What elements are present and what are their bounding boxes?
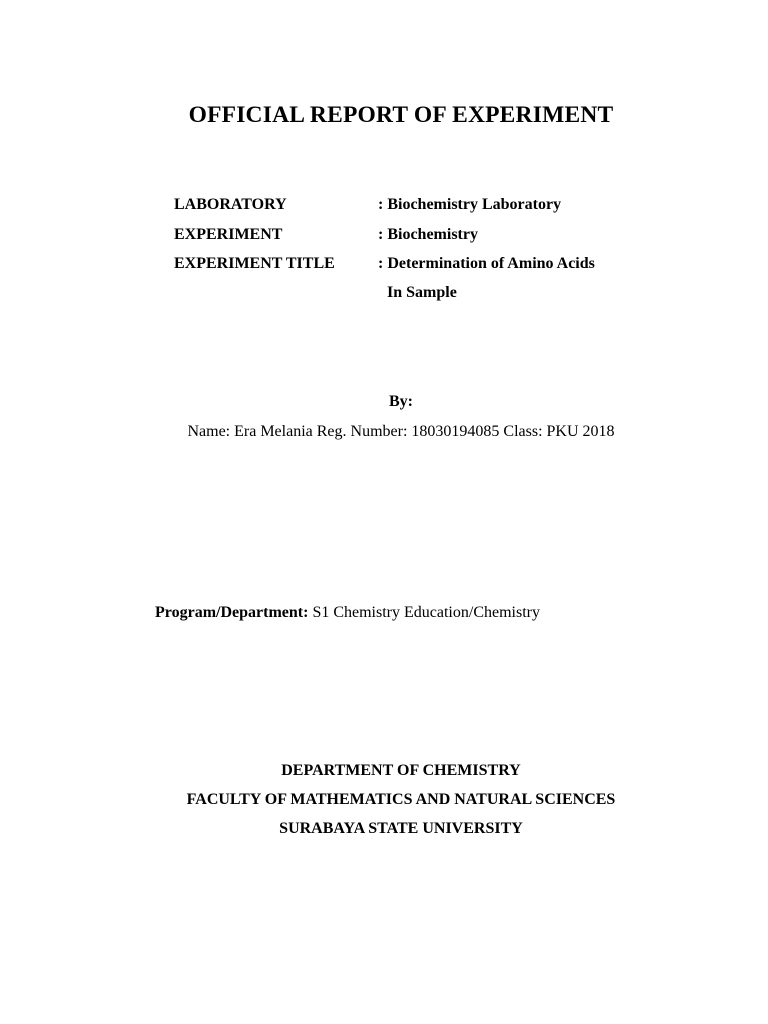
info-label-laboratory: LABORATORY xyxy=(174,196,287,213)
info-value-experiment-title-continuation: In Sample xyxy=(387,284,457,301)
info-value-laboratory: : Biochemistry Laboratory xyxy=(378,196,562,213)
program-department xyxy=(155,604,540,622)
info-value-experiment-title: : Determination of Amino Acids xyxy=(378,255,595,272)
info-value-experiment: : Biochemistry xyxy=(378,226,478,243)
footer-university: SURABAYA STATE UNIVERSITY xyxy=(279,820,523,837)
by-label: By: xyxy=(389,393,413,410)
program-value: S1 Chemistry Education/Chemistry xyxy=(312,604,540,621)
footer-department: DEPARTMENT OF CHEMISTRY xyxy=(281,762,521,779)
report-title: OFFICIAL REPORT OF EXPERIMENT xyxy=(188,102,614,128)
footer-faculty: FACULTY OF MATHEMATICS AND NATURAL SCIENCES xyxy=(186,791,616,808)
info-label-experiment: EXPERIMENT xyxy=(174,226,283,243)
info-label-experiment-title: EXPERIMENT TITLE xyxy=(174,255,335,272)
student-info: Name: Era Melania Reg. Number: 18030194085 Class: PKU 2018 xyxy=(187,423,615,440)
program-label: Program/Department: xyxy=(155,604,309,621)
